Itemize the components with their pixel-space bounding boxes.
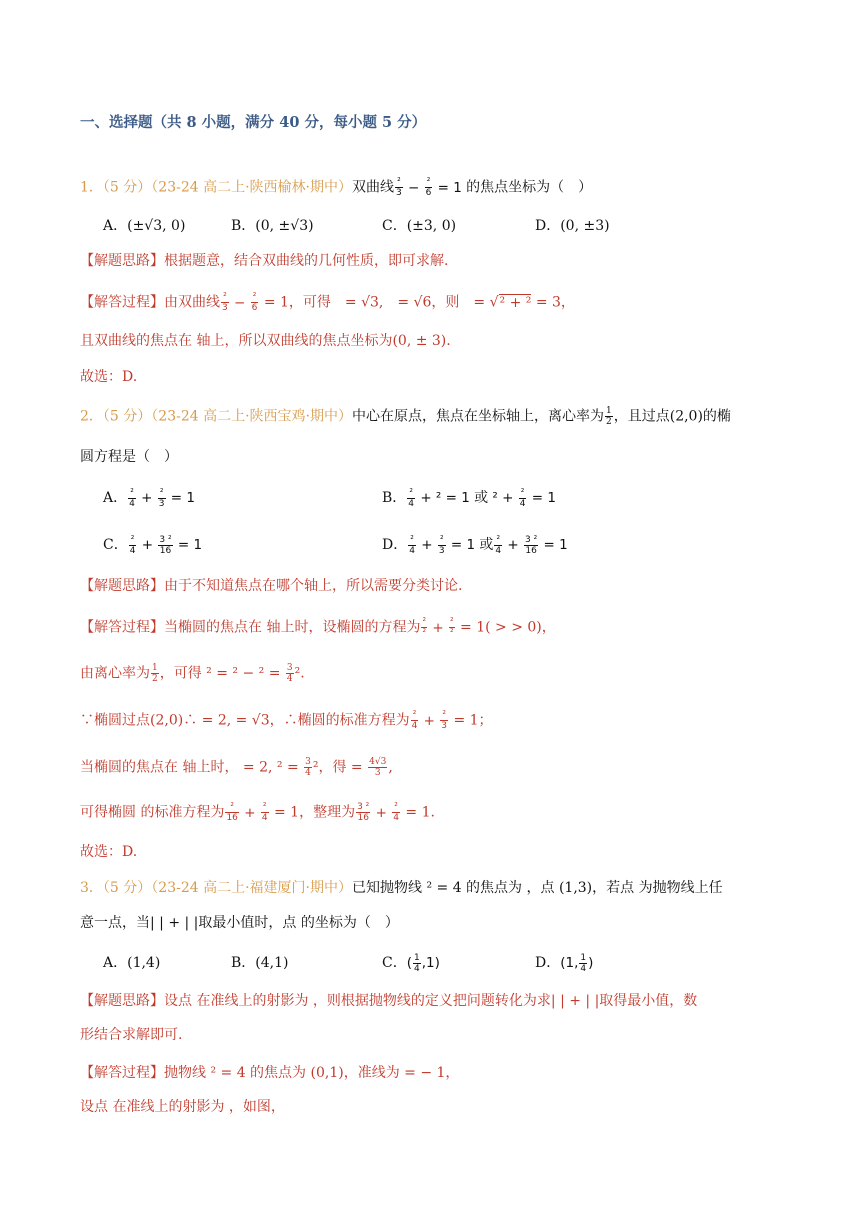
q3-solution-idea-1: 【解题思路】设点 在准线上的射影为 ，则根据抛物线的定义把问题转化为求| | + | |取得最小值，数 <box>80 993 698 1009</box>
hyperbola-equation: ² 3 − ² 6 = 1 <box>396 177 467 198</box>
q3-option-a[interactable]: A．(1,4) <box>103 955 161 971</box>
q2-solution-process-1: 【解答过程】当椭圆的焦点在 轴上时，设椭圆的方程为 ² ² + ² ² = 1( > > 0)， <box>80 617 556 638</box>
q1-option-a[interactable]: A．(±√3, 0) <box>103 218 186 234</box>
question-source: （23-24 高二上·陕西宝鸡·期中） <box>151 408 352 425</box>
q2-option-b[interactable]: B． ² 4 + ² = 1 或 ² + ² 4 = 1 <box>382 487 556 509</box>
q2-option-d[interactable]: D． ² 4 + ² 3 = 1 或 ² 4 + $\frac{\text{3 ²}}{16}$ = 1 <box>382 534 568 556</box>
question-2-stem: 2．（5 分）（23-24 高二上·陕西宝鸡·期中）中心在原点，焦点在坐标轴上，离心率为 $\frac{1}{2}$ ，且过点(2,0)的椭 <box>80 406 731 427</box>
question-points: （5 分） <box>102 179 152 196</box>
section-title: 一、选择题（共 8 小题，满分 40 分，每小题 5 分） <box>80 114 427 131</box>
q2-answer: 故选：D. <box>80 844 138 860</box>
q2-option-a[interactable]: A． ² 4 + ² 3 = 1 <box>103 487 195 509</box>
q2-option-c[interactable]: C． ² 4 + $\frac{\text{3 ²}}{16}$ = 1 <box>103 534 203 556</box>
q1-answer: 故选：D. <box>80 369 138 385</box>
question-number: 3． <box>80 880 103 896</box>
q1-option-c[interactable]: C．(±3, 0) <box>382 218 457 234</box>
q2-solution-process-4: 当椭圆的焦点在 轴上时， = 2, ² = $\frac{3}{4}$ ²，得 = $\frac{4√3}{3}$ , <box>80 757 393 778</box>
q3-solution-process-2: 设点 在准线上的射影为 ，如图， <box>80 1099 285 1115</box>
q1-solution-process-1: 【解答过程】由双曲线 ² 3 − ² 6 = 1，可得 = √3, = √6，则 = √² + ² = 3， <box>80 292 575 313</box>
question-1-stem: 1．（5 分）（23-24 高二上·陕西榆林·期中）双曲线 ² 3 − ² 6 = 1 的焦点坐标为（ ） <box>80 177 593 198</box>
q1-option-b[interactable]: B．(0, ±√3) <box>231 218 314 234</box>
question-points: （5 分） <box>102 880 152 896</box>
question-3-stem: 3．（5 分）（23-24 高二上·福建厦门·期中）已知抛物线 ² = 4 的焦点为 ，点 (1,3)，若点 为抛物线上任 <box>80 880 723 896</box>
q1-option-d[interactable]: D．(0, ±3) <box>535 218 610 234</box>
q3-solution-process-1: 【解答过程】抛物线 ² = 4 的焦点为 (0,1)，准线为 = − 1， <box>80 1065 460 1081</box>
question-3-stem-2: 意一点，当| | + | |取最小值时，点 的坐标为（ ） <box>80 915 399 931</box>
q2-solution-idea: 【解题思路】由于不知道焦点在哪个轴上，所以需要分类讨论. <box>80 578 463 594</box>
question-number: 2． <box>80 408 103 425</box>
q3-option-c[interactable]: C．( $\frac{1}{4}$ ,1) <box>382 952 440 974</box>
question-source: （23-24 高二上·福建厦门·期中） <box>151 880 352 896</box>
question-source: （23-24 高二上·陕西榆林·期中） <box>151 179 352 196</box>
q2-solution-process-3: ∵椭圆过点(2,0)∴ = 2, = √3，∴椭圆的标准方程为 ² 4 + ² 3 = 1； <box>80 710 493 731</box>
q2-solution-process-2: 由离心率为 $\frac{1}{2}$ ，可得 ² = ² − ² = $\frac{3}{4}$ ². <box>80 663 305 684</box>
question-number: 1． <box>80 179 103 196</box>
question-2-stem-2: 圆方程是（ ） <box>80 449 178 465</box>
q1-solution-process-2: 且双曲线的焦点在 轴上，所以双曲线的焦点坐标为(0, ± 3). <box>80 333 451 349</box>
q3-option-b[interactable]: B．(4,1) <box>231 955 289 971</box>
q1-solution-idea: 【解题思路】根据题意，结合双曲线的几何性质，即可求解. <box>80 253 449 269</box>
q3-option-d[interactable]: D．(1, $\frac{1}{4}$ ) <box>535 952 594 974</box>
question-points: （5 分） <box>102 408 152 425</box>
q2-solution-process-5: 可得椭圆 的标准方程为 ² 16 + ² 4 = 1，整理为 $\frac{\text{3 ²}}{16}$ + ² 4 = 1. <box>80 802 435 823</box>
q3-solution-idea-2: 形结合求解即可. <box>80 1027 183 1043</box>
